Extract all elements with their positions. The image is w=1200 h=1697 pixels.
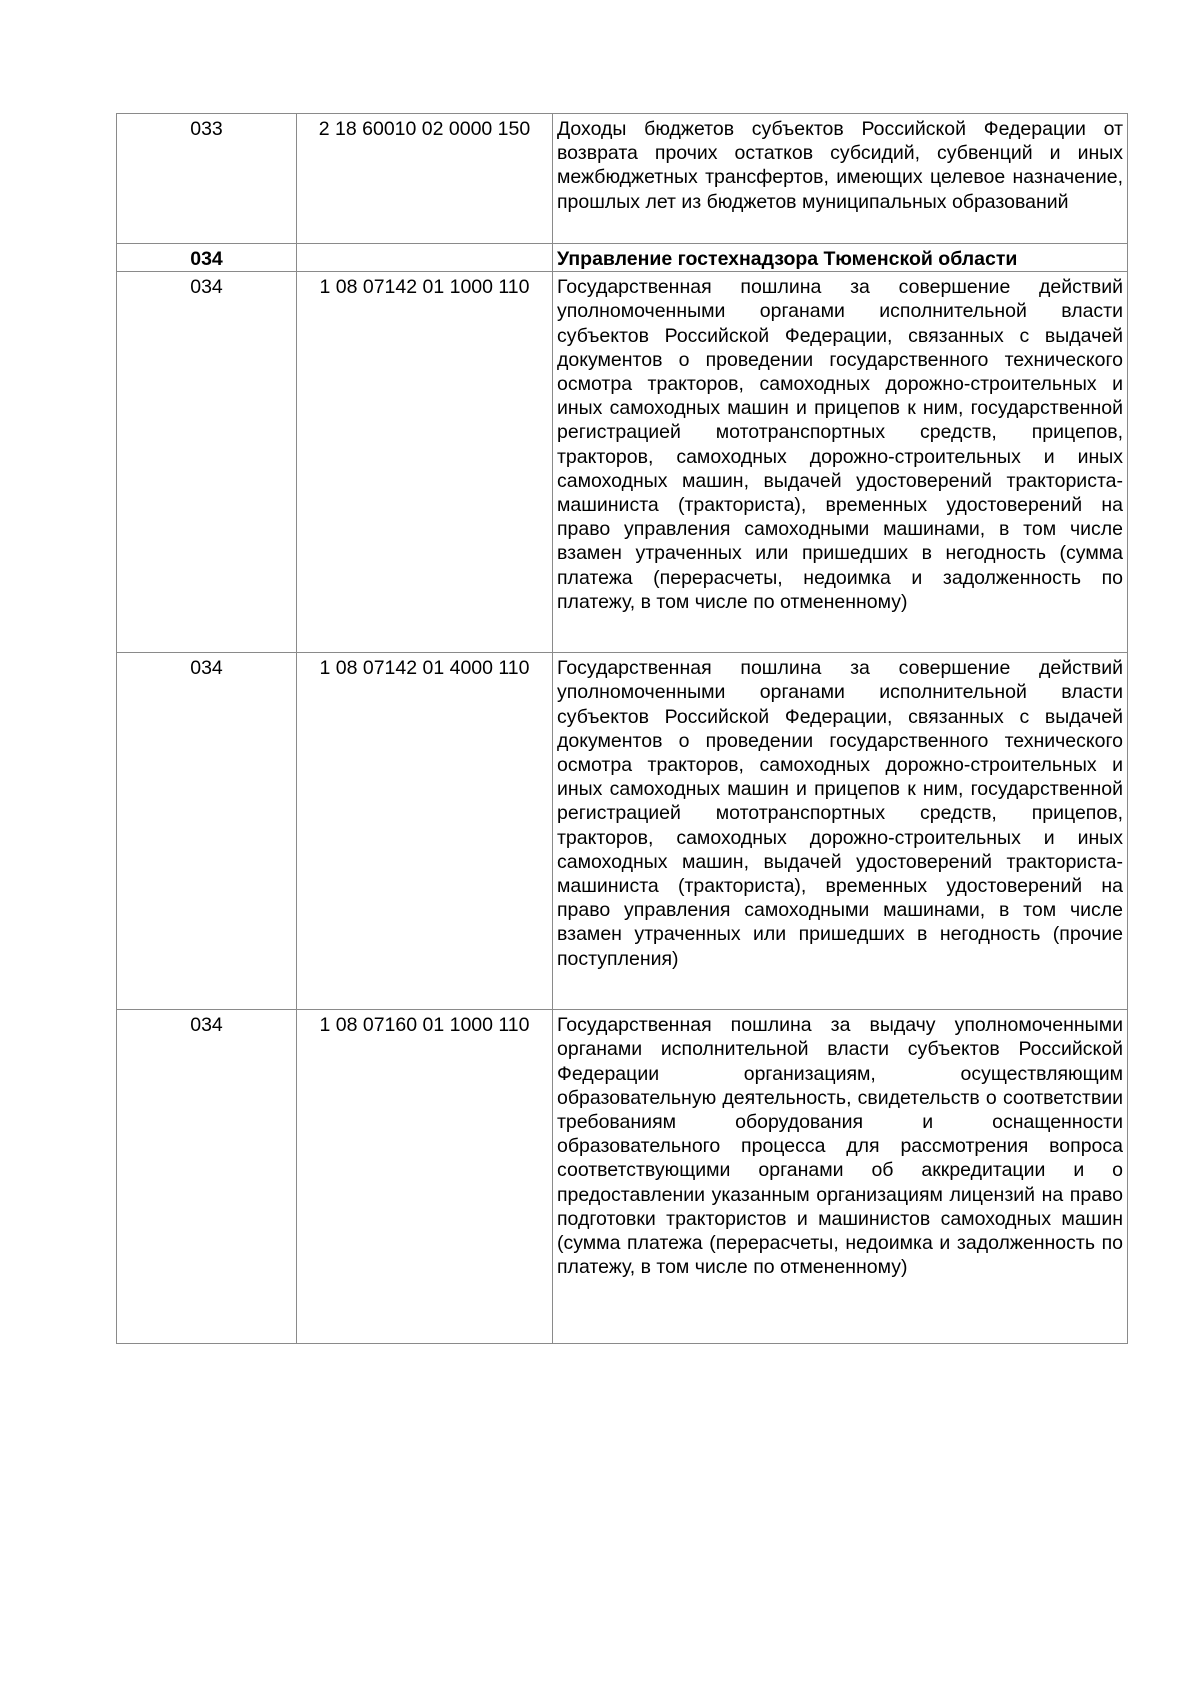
table-row bbox=[117, 272, 1128, 653]
section-header-row bbox=[117, 244, 1128, 272]
revenue-code-cell: 2 18 60010 02 0000 150 bbox=[297, 114, 553, 244]
table-row bbox=[117, 114, 1128, 244]
revenue-code-cell bbox=[297, 244, 553, 272]
revenue-name-cell: Государственная пошлина за совершение действий уполномоченными органами исполнительной власти субъектов Российской Федерации, связанных с выдачей документов о проведении государственного технического осмотра тракторов, самоходных дорожно-строительных и иных самоходных машин и прицепов к ним, государственной регистрацией мототранспортных средств, прицепов, тракторов, самоходных дорожно-строительных и иных самоходных машин, выдачей удостоверений тракториста-машиниста (тракториста), временных удостоверений на право управления самоходными машинами, в том числе взамен утраченных или пришедших в негодность (сумма платежа (перерасчеты, недоимка и задолженность по платежу, в том числе по отмененному) bbox=[553, 272, 1128, 653]
table-row bbox=[117, 653, 1128, 1010]
revenue-name-cell: Государственная пошлина за совершение действий уполномоченными органами исполнительной власти субъектов Российской Федерации, связанных с выдачей документов о проведении государственного технического осмотра тракторов, самоходных дорожно-строительных и иных самоходных машин и прицепов к ним, государственной регистрацией мототранспортных средств, прицепов, тракторов, самоходных дорожно-строительных и иных самоходных машин, выдачей удостоверений тракториста-машиниста (тракториста), временных удостоверений на право управления самоходными машинами, в том числе взамен утраченных или пришедших в негодность (прочие поступления) bbox=[553, 653, 1128, 1010]
admin-code-cell: 034 bbox=[117, 272, 297, 653]
administrator-name-cell: Управление гостехнадзора Тюменской области bbox=[553, 244, 1128, 272]
admin-code-cell: 034 bbox=[117, 244, 297, 272]
admin-code-cell: 034 bbox=[117, 1010, 297, 1344]
table-row bbox=[117, 1010, 1128, 1344]
revenue-codes-table bbox=[116, 113, 1128, 1344]
admin-code-cell: 034 bbox=[117, 653, 297, 1010]
revenue-name-cell: Доходы бюджетов субъектов Российской Федерации от возврата прочих остатков субсидий, субвенций и иных межбюджетных трансфертов, имеющих целевое назначение, прошлых лет из бюджетов муниципальных образований bbox=[553, 114, 1128, 244]
revenue-code-cell: 1 08 07142 01 1000 110 bbox=[297, 272, 553, 653]
revenue-code-cell: 1 08 07142 01 4000 110 bbox=[297, 653, 553, 1010]
revenue-code-cell: 1 08 07160 01 1000 110 bbox=[297, 1010, 553, 1344]
revenue-name-cell: Государственная пошлина за выдачу уполномоченными органами исполнительной власти субъектов Российской Федерации организациям, осуществляющим образовательную деятельность, свидетельств о соответствии требованиям оборудования и оснащенности образовательного процесса для рассмотрения вопроса соответствующими органами об аккредитации и о предоставлении указанным организациям лицензий на право подготовки трактористов и машинистов самоходных машин (сумма платежа (перерасчеты, недоимка и задолженность по платежу, в том числе по отмененному) bbox=[553, 1010, 1128, 1344]
admin-code-cell: 033 bbox=[117, 114, 297, 244]
